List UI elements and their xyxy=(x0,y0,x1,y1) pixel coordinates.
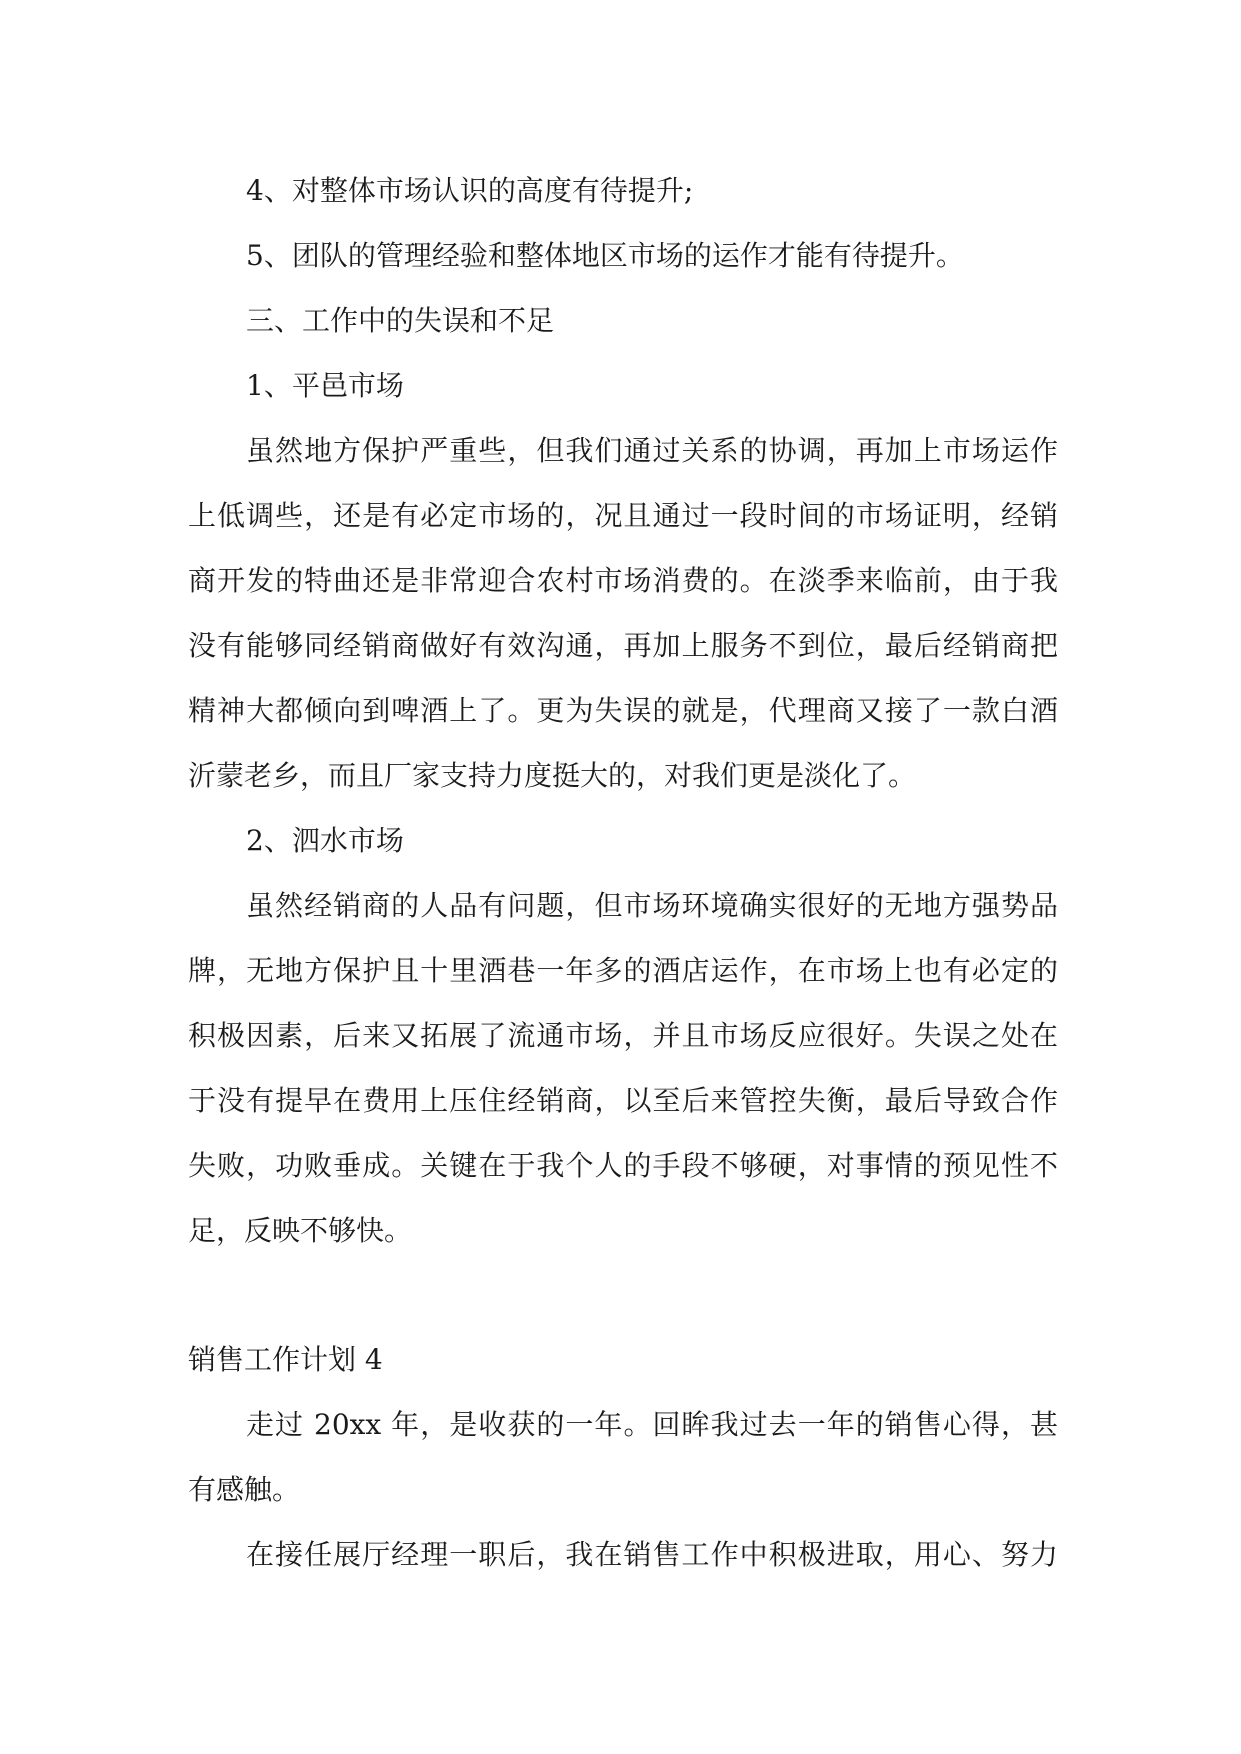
paragraph-line: 没有能够同经销商做好有效沟通，再加上服务不到位，最后经销商把 xyxy=(188,629,1058,662)
paragraph-line: 上低调些，还是有必定市场的，况且通过一段时间的市场证明，经销 xyxy=(188,499,1058,532)
subsection-heading-sishui: 2、泗水市场 xyxy=(246,824,404,857)
paragraph-line: 于没有提早在费用上压住经销商，以至后来管控失衡，最后导致合作 xyxy=(188,1084,1058,1117)
paragraph-line: 虽然地方保护严重些，但我们通过关系的协调，再加上市场运作 xyxy=(246,434,1058,467)
paragraph-line: 虽然经销商的人品有问题，但市场环境确实很好的无地方强势品 xyxy=(246,889,1058,922)
plan-title: 销售工作计划 4 xyxy=(188,1343,383,1376)
paragraph-line: 有感触。 xyxy=(188,1473,301,1506)
paragraph-line: 积极因素，后来又拓展了流通市场，并且市场反应很好。失误之处在 xyxy=(188,1019,1058,1052)
paragraph-sishui xyxy=(188,873,1058,1263)
paragraph-line: 走过 20xx 年，是收获的一年。回眸我过去一年的销售心得，甚 xyxy=(246,1408,1058,1441)
section-spacer xyxy=(188,1263,1058,1327)
paragraph-line: 在接任展厅经理一职后，我在销售工作中积极进取，用心、努力 xyxy=(246,1538,1058,1571)
paragraph-line: 牌，无地方保护且十里酒巷一年多的酒店运作，在市场上也有必定的 xyxy=(188,954,1058,987)
paragraph-line: 足，反映不够快。 xyxy=(188,1214,413,1247)
section-heading-3: 三、工作中的失误和不足 xyxy=(246,304,555,337)
document-body xyxy=(188,158,1058,1587)
paragraph-pingyi xyxy=(188,418,1058,808)
paragraph-line: 沂蒙老乡，而且厂家支持力度挺大的，对我们更是淡化了。 xyxy=(188,759,917,792)
paragraph-line: 精神大都倾向到啤酒上了。更为失误的就是，代理商又接了一款白酒 xyxy=(188,694,1058,727)
paragraph-intro xyxy=(188,1392,1058,1522)
paragraph-line: 商开发的特曲还是非常迎合农村市场消费的。在淡季来临前，由于我 xyxy=(188,564,1058,597)
paragraph-showroom xyxy=(188,1522,1058,1587)
paragraph-line: 失败，功败垂成。关键在于我个人的手段不够硬，对事情的预见性不 xyxy=(188,1149,1058,1182)
list-item-4: 4、对整体市场认识的高度有待提升; xyxy=(246,174,694,207)
subsection-heading-pingyi: 1、平邑市场 xyxy=(246,369,404,402)
list-item-5: 5、团队的管理经验和整体地区市场的运作才能有待提升。 xyxy=(246,239,964,272)
